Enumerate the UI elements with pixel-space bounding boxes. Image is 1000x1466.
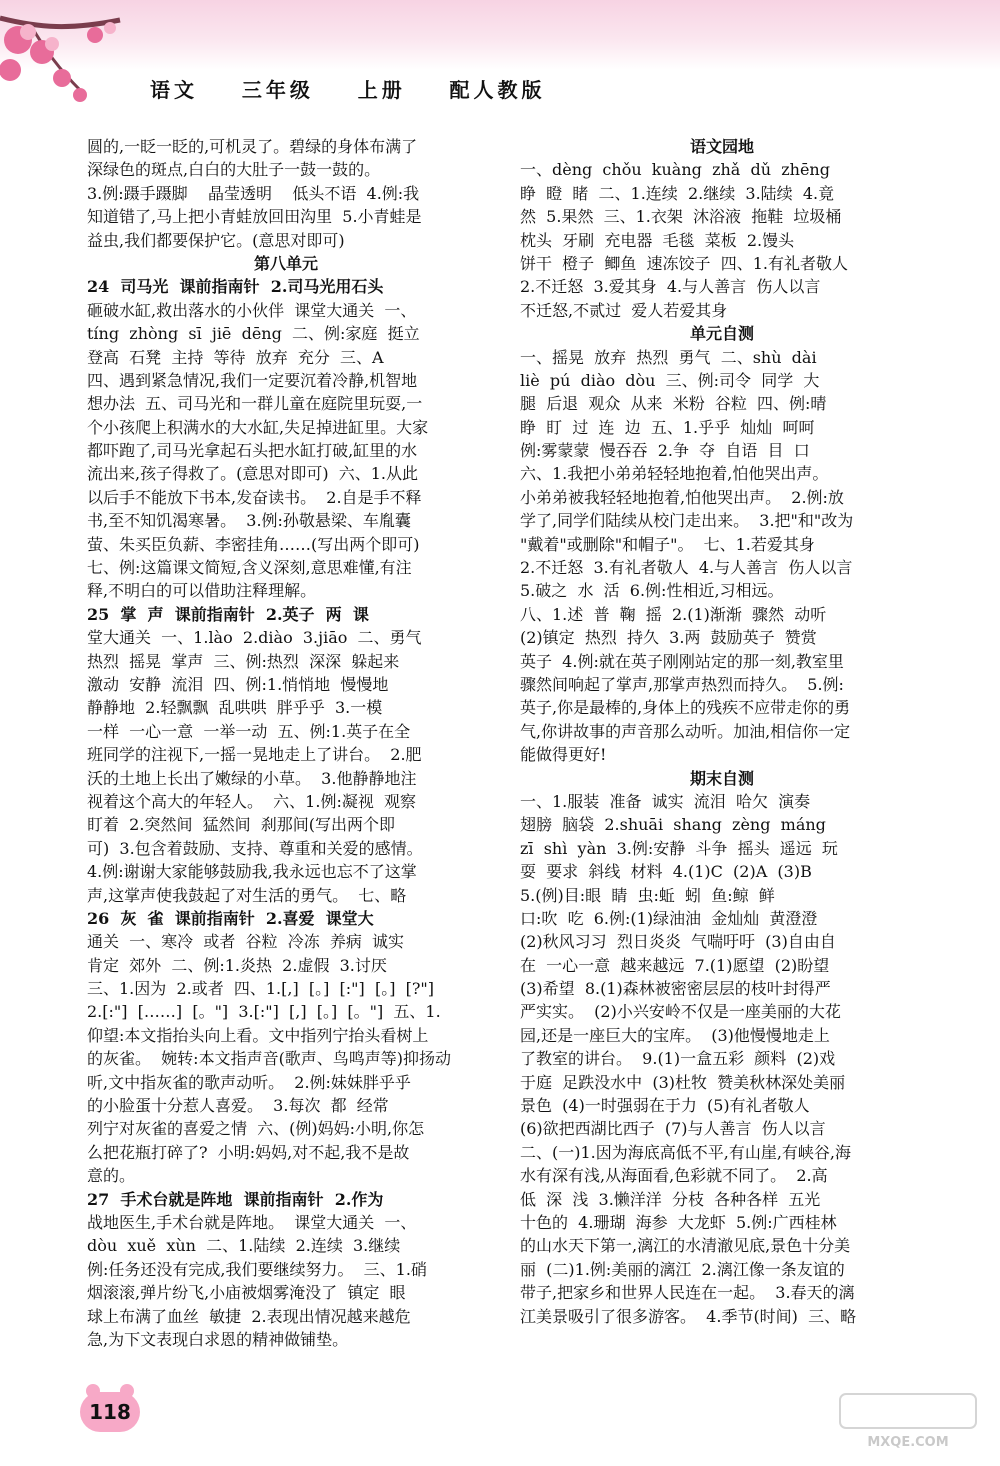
text-line: 江美景吸引了很多游客。 4.季节(时间) 三、略 [520, 1306, 857, 1326]
text-line: 四、遇到紧急情况,我们一定要沉着冷静,机智地 [87, 370, 418, 390]
text-line: 不迁怒,不贰过 爱人若爱其身 [520, 300, 728, 320]
text-line: 饼干 橙子 鲫鱼 速冻饺子 四、1.有礼者敬人 [520, 253, 848, 273]
unit-heading: 第八单元 [253, 253, 318, 273]
text-line: 3.例:蹑手蹑脚 晶莹透明 低头不语 4.例:我 [87, 183, 420, 203]
lesson-heading: 25 掌 声 课前指南针 2.英子 两 课 [87, 604, 369, 624]
text-line: 意的。 [87, 1166, 136, 1186]
text-line: 翅膀 脑袋 2.shuāi shang zèng máng [520, 815, 826, 835]
text-line: 例:雾蒙蒙 慢吞吞 2.争 夺 自语 目 口 [520, 441, 810, 461]
lesson-heading: 24 司马光 课前指南针 2.司马光用石头 [87, 277, 384, 297]
text-line: 的灰雀。 婉转:本文指声音(歌声、鸟鸣声等)抑扬动 [87, 1049, 452, 1069]
text-line: 登高 石凳 主持 等待 放弃 充分 三、A [87, 347, 384, 367]
text-line: 耍 要求 斜线 材料 4.(1)C (2)A (3)B [520, 862, 812, 882]
section-heading: 语文园地 [689, 137, 754, 156]
text-line: 深绿色的斑点,白白的大肚子一鼓一鼓的。 [87, 160, 381, 180]
text-line: 十色的 4.珊瑚 海参 大龙虾 5.例:广西桂林 [520, 1212, 837, 1232]
answer-column-left [87, 135, 485, 1351]
text-line: 盯着 2.突然间 猛然间 刹那间(写出两个即 [87, 815, 396, 835]
text-line: 水有深有浅,从海面看,色彩就不同了。 2.高 [520, 1166, 828, 1186]
text-line: 小弟弟被我轻轻地抱着,怕他哭出声。 2.例:放 [520, 487, 844, 507]
text-line: 么把花瓶打碎了? 小明:妈妈,对不起,我不是故 [87, 1142, 410, 1162]
text-line: 战地医生,手术台就是阵地。 课堂大通关 一、 [87, 1212, 417, 1232]
text-line: 带子,把家乡和世界人民连在一起。 3.春天的漓 [520, 1283, 855, 1303]
text-line: 5.(例)目:眼 睛 虫:蚯 蚓 鱼:鲸 鲜 [520, 885, 775, 905]
text-line: 视着这个高大的年轻人。 六、1.例:凝视 观察 [87, 791, 417, 811]
text-line: 可) 3.包含着鼓励、支持、尊重和关爱的感情。 [87, 838, 423, 858]
text-line: 口:吹 吃 6.例:(1)绿油油 金灿灿 黄澄澄 [520, 908, 818, 928]
text-line: 想办法 五、司马光和一群儿童在庭院里玩耍,一 [87, 394, 423, 414]
text-line: 个小孩爬上积满水的大水缸,失足掉进缸里。大家 [87, 417, 429, 437]
text-line: 书,至不知饥渴寒暑。 3.例:孙敬悬梁、车胤囊 [87, 511, 411, 531]
text-line: 热烈 摇晃 掌声 三、例:热烈 深深 躲起来 [87, 651, 400, 671]
text-line: 激动 安静 流泪 四、例:1.悄悄地 慢慢地 [87, 674, 389, 694]
section-heading: 期末自测 [689, 768, 754, 788]
text-line: 急,为下文表现白求恩的精神做铺垫。 [87, 1329, 349, 1349]
text-line: 通关 一、寒冷 或者 谷粒 冷冻 养病 诚实 [87, 932, 405, 952]
text-line: 于庭 足跌没水中 (3)杜牧 赞美秋林深处美丽 [520, 1072, 846, 1092]
text-line: 2.[:"] [……] [。"] 3.[:"] [,] [。] [。"] 五、1. [87, 1002, 441, 1022]
text-line: 七、例:这篇课文简短,含义深刻,意思难懂,有注 [87, 558, 412, 578]
watermark-logo [838, 1392, 978, 1452]
text-line: 丽 (二)1.例:美丽的漓江 2.漓江像一条友谊的 [520, 1259, 845, 1279]
text-line: 释,不明白的可以借助注释理解。 [87, 581, 317, 601]
text-line: 听,文中指灰雀的歌声动听。 2.例:妹妹胖乎乎 [87, 1072, 411, 1092]
cherry-blossom-decoration [0, 0, 170, 110]
lesson-heading: 27 手术台就是阵地 课前指南针 2.作为 [87, 1189, 384, 1209]
text-line: 三、1.因为 2.或者 四、1.[,] [。] [:"] [。] [?"] [87, 979, 435, 999]
text-line: zī shì yàn 3.例:安静 斗争 摇头 遥远 玩 [520, 838, 838, 858]
text-line: (6)欲把西湖比西子 (7)与人善言 伤人以言 [520, 1119, 826, 1139]
text-line: 六、1.我把小弟弟轻轻地抱着,怕他哭出声。 [520, 464, 829, 484]
text-line: 5.破之 水 活 6.例:性相近,习相远。 [520, 581, 784, 601]
text-line: 然 5.果然 三、1.衣架 沐浴液 拖鞋 垃圾桶 [520, 207, 842, 227]
svg-text:MXQE.COM: MXQE.COM [867, 1435, 949, 1450]
book-info-header: 语文 三年级 上册 配人教版 [150, 78, 546, 102]
text-line: 低 深 浅 3.懒洋洋 分枝 各种各样 五光 [520, 1189, 821, 1209]
lesson-heading: 26 灰 雀 课前指南针 2.喜爱 课堂大 [87, 908, 374, 928]
text-line: 一样 一心一意 一举一动 五、例:1.英子在全 [87, 721, 411, 741]
text-line: 腿 后退 观众 从来 米粉 谷粒 四、例:晴 [520, 394, 827, 414]
text-line: 的山水天下第一,漓江的水清澈见底,景色十分美 [520, 1236, 851, 1256]
text-line: 八、1.述 普 鞠 摇 2.(1)渐渐 骤然 动听 [520, 604, 827, 624]
text-line: 砸破水缸,救出落水的小伙伴 课堂大通关 一、 [87, 300, 417, 320]
text-line: 在 一心一意 越来越远 7.(1)愿望 (2)盼望 [520, 955, 830, 975]
text-line: 英子 4.例:就在英子刚刚站定的那一刻,教室里 [520, 651, 844, 671]
text-line: 的小脸蛋十分惹人喜爱。 3.每次 都 经常 [87, 1096, 389, 1116]
text-line: 一、dèng chǒu kuàng zhǎ dǔ zhēng [520, 160, 830, 180]
text-line: (2)秋风习习 烈日炎炎 气喘吁吁 (3)自由自 [520, 932, 836, 952]
text-line: 球上布满了血丝 敏捷 2.表现出情况越来越危 [87, 1306, 411, 1326]
text-line: 景色 (4)一时强弱在于力 (5)有礼者敬人 [520, 1096, 810, 1116]
text-line: 烟滚滚,弹片纷飞,小庙被烟雾淹没了 镇定 眼 [87, 1283, 406, 1303]
text-line: liè pú diào dòu 三、例:司令 同学 大 [520, 370, 820, 390]
text-line: 气,你讲故事的声音那么动听。加油,相信你一定 [520, 721, 851, 741]
text-line: 睁 盯 过 连 边 五、1.乎乎 灿灿 呵呵 [520, 417, 815, 437]
text-line: 沃的土地上长出了嫩绿的小草。 3.他静静地注 [87, 768, 417, 788]
text-line: 枕头 牙刷 充电器 毛毯 菜板 2.馒头 [520, 230, 795, 250]
text-line: 园,还是一座巨大的宝库。 (3)他慢慢地走上 [520, 1025, 830, 1045]
text-line: 都吓跑了,司马光拿起石头把水缸打破,缸里的水 [87, 441, 418, 461]
answer-column-right [520, 135, 924, 1328]
text-line: 以后手不能放下书本,发奋读书。 2.自是手不释 [87, 487, 422, 507]
text-line: "戴着"或删除"和帽子"。 七、1.若爱其身 [520, 534, 815, 554]
text-line: 列宁对灰雀的喜爱之情 六、(例)妈妈:小明,你怎 [87, 1119, 425, 1139]
text-line: 二、(一)1.因为海底高低不平,有山崖,有峡谷,海 [520, 1142, 852, 1162]
text-line: 睁 瞪 睹 二、1.连续 2.继续 3.陆续 4.竟 [520, 183, 835, 203]
text-line: 4.例:谢谢大家能够鼓励我,我永远也忘不了这掌 [87, 862, 417, 882]
text-line: 一、1.服装 准备 诚实 流泪 哈欠 演奏 [520, 791, 811, 811]
text-line: 班同学的注视下,一摇一晃地走上了讲台。 2.肥 [87, 745, 422, 765]
text-line: 了教室的讲台。 9.(1)一盒五彩 颜料 (2)戏 [520, 1049, 836, 1069]
text-line: tíng zhòng sī jiē dēng 二、例:家庭 挺立 [87, 324, 420, 344]
text-line: dòu xuě xùn 二、1.陆续 2.连续 3.继续 [87, 1236, 401, 1256]
section-heading: 单元自测 [689, 324, 754, 344]
text-line: 学了,同学们陆续从校门走出来。 3.把"和"改为 [520, 511, 854, 531]
text-line: 仰望:本文指抬头向上看。文中指列宁抬头看树上 [87, 1025, 429, 1045]
text-line: 一、摇晃 放弃 热烈 勇气 二、shù dài [520, 347, 817, 367]
text-line: 2.不迁怒 3.有礼者敬人 4.与人善言 伤人以言 [520, 558, 853, 578]
text-line: (3)希望 8.(1)森林被密密层层的枝叶封得严 [520, 979, 831, 999]
text-line: 肯定 郊外 二、例:1.炎热 2.虚假 3.讨厌 [87, 955, 387, 975]
text-line: 知道错了,马上把小青蛙放回田沟里 5.小青蛙是 [87, 207, 422, 227]
text-line: 圆的,一眨一眨的,可机灵了。碧绿的身体布满了 [87, 137, 418, 156]
text-line: 能做得更好! [520, 745, 607, 765]
text-line: 萤、朱买臣负薪、李密挂角……(写出两个即可) [87, 534, 420, 554]
text-line: 益虫,我们都要保护它。(意思对即可) [87, 230, 345, 250]
text-line: 例:任务还没有完成,我们要继续努力。 三、1.硝 [87, 1259, 427, 1279]
text-line: 堂大通关 一、1.lào 2.diào 3.jiāo 二、勇气 [87, 628, 422, 648]
text-line: 声,这掌声使我鼓起了对生活的勇气。 七、略 [87, 885, 407, 905]
text-line: 静静地 2.轻飘飘 乱哄哄 胖乎乎 3.一模 [87, 698, 383, 718]
text-line: 严实实。 (2)小兴安岭不仅是一座美丽的大花 [520, 1002, 841, 1022]
text-line: (2)镇定 热烈 持久 3.两 鼓励英子 赞赏 [520, 628, 817, 648]
text-line: 2.不迁怒 3.爱其身 4.与人善言 伤人以言 [520, 277, 821, 297]
page-number-badge: 118 [80, 1392, 140, 1432]
text-line: 流出来,孩子得救了。(意思对即可) 六、1.从此 [87, 464, 419, 484]
text-line: 英子,你是最棒的,身体上的残疾不应带走你的勇 [520, 698, 851, 718]
text-line: 骤然间响起了掌声,那掌声热烈而持久。 5.例: [520, 674, 844, 694]
